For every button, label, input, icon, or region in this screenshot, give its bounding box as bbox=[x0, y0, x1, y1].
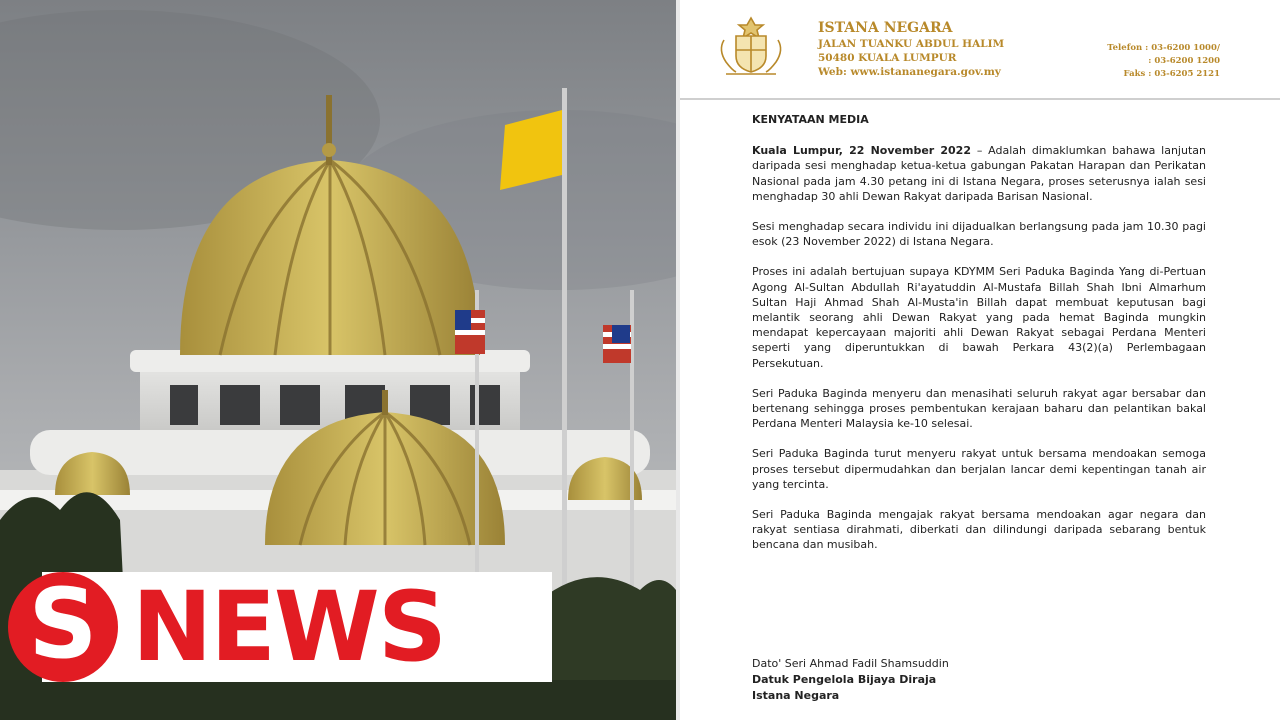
signature-block bbox=[752, 656, 949, 704]
signatory-name: Dato' Seri Ahmad Fadil Shamsuddin bbox=[752, 657, 949, 670]
paragraph-1 bbox=[752, 143, 1206, 204]
letterhead-contact bbox=[1107, 42, 1220, 81]
paragraph-2: Sesi menghadap secara individu ini dijadualkan berlangsung pada jam 10.30 pagi esok (23 November 2022) di Istana Negara. bbox=[752, 220, 1206, 249]
press-statement bbox=[680, 0, 1280, 720]
statement-body bbox=[752, 112, 1206, 568]
signatory-office: Istana Negara bbox=[752, 689, 840, 702]
signatory-position: Datuk Pengelola Bijaya Diraja bbox=[752, 673, 937, 686]
paragraph-6: Seri Paduka Baginda mengajak rakyat bersama mendoakan agar negara dan rakyat sentiasa dirahmati, diberkati dan dilindungi daripada sebarang bentuk bencana dan musibah. bbox=[752, 508, 1206, 552]
logo-word: NEWS bbox=[132, 571, 445, 683]
snews-logo-mark bbox=[8, 568, 118, 682]
logo-letter: S bbox=[28, 568, 98, 680]
address-line-1: JALAN TUANKU ABDUL HALIM bbox=[818, 38, 1005, 50]
telefon-line-2: : 03-6200 1200 bbox=[1148, 56, 1220, 66]
letterhead bbox=[680, 0, 1280, 100]
org-name: ISTANA NEGARA bbox=[818, 20, 953, 36]
address-line-2: 50480 KUALA LUMPUR bbox=[818, 52, 957, 64]
dateline: Kuala Lumpur, 22 November 2022 bbox=[752, 144, 971, 158]
letterhead-address bbox=[818, 20, 1004, 79]
paragraph-4: Seri Paduka Baginda menyeru dan menasihati seluruh rakyat agar bersabar dan bertenang sehingga proses pembentukan kerajaan baharu dan pelantikan bakal Perdana Menteri Malaysia ke-10 selesai. bbox=[752, 386, 1206, 431]
statement-title: KENYATAAN MEDIA bbox=[752, 113, 869, 126]
paragraph-1-text: – Adalah dimaklumkan bahawa lanjutan daripada sesi menghadap ketua-ketua gabungan Pakatan Harapan dan Perikatan Nasional pada jam 4.30 petang ini di Istana Negara, proses seterusnya ialah sesi menghadap 30 ahli Dewan Rakyat daripada Barisan Nasional. bbox=[752, 144, 1206, 203]
telefon-line: Telefon : 03-6200 1000/ bbox=[1107, 43, 1220, 53]
coat-of-arms-icon bbox=[716, 14, 786, 80]
website: Web: www.istananegara.gov.my bbox=[818, 66, 1001, 78]
paragraph-3: Proses ini adalah bertujuan supaya KDYMM Seri Paduka Baginda Yang di-Pertuan Agong Al-Sultan Abdullah Ri'ayatuddin Al-Mustafa Billah Shah Ibni Almarhum Sultan Haji Ahmad Shah Al-Musta'in Billah dapat membuat keputusan bagi melantik seorang ahli Dewan Rakyat yang pada hemat Baginda mungkin mendapat kepercayaan majoriti ahli Dewan Rakyat sebagai Perdana Menteri seperti yang diperuntukkan di bawah Perkara 43(2)(a) Perlembagaan Persekutuan. bbox=[752, 265, 1206, 370]
snews-logo bbox=[28, 568, 552, 683]
paragraph-5: Seri Paduka Baginda turut menyeru rakyat untuk bersama mendoakan semoga proses tersebut dipermudahkan dan berjalan lancar demi kepentingan tanah air yang tercinta. bbox=[752, 447, 1206, 491]
faks-line: Faks : 03-6205 2121 bbox=[1123, 69, 1220, 79]
